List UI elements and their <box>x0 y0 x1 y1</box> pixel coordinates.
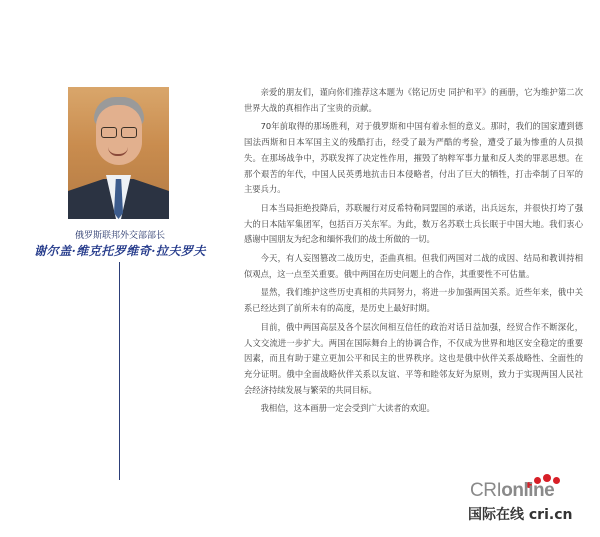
logo-chinese: 国际在线 <box>468 507 524 523</box>
logo-domain: cri.cn <box>528 507 573 523</box>
letter-body <box>244 85 583 420</box>
logo-caption <box>468 504 572 524</box>
letter-paragraph-6: 目前，俄中两国高层及各个层次间相互信任的政治对话日益加强，经贸合作不断深化，人文交流进一步扩大。两国在国际舞台上的协调合作，不仅成为世界和地区安全稳定的重要因素，而且有助于建立更加公平和民主的世界秩序。这也是俄中伙伴关系战略性、全面性的充分证明。俄中全面战略伙伴关系以友谊、平等和睦邻友好为原则，致力于实现两国人民社会经济持续发展与繁荣的共同目标。 <box>244 321 583 395</box>
author-name: 谢尔盖·维克托罗维奇·拉夫罗夫 <box>34 244 206 258</box>
logo-brand-suffix: online <box>501 480 555 501</box>
letter-paragraph-2: 70年前取得的那场胜利，对于俄罗斯和中国有着永恒的意义。那时，我们的国家遭到德国法西斯和日本军国主义的残酷打击，经受了最为严酷的考验，遭受了最为惨重的人员损失。在那场战争中，苏联发挥了决定性作用，摧毁了纳粹军事力量和反人类的罪恶思想。在那个艰苦的年代，中国人民英勇地抗击日本侵略者，付出了巨大的牺牲，打击牵制了日军的主要兵力。 <box>244 121 583 195</box>
letter-paragraph-4: 今天，有人妄图篡改二战历史，歪曲真相。但我们两国对二战的成因、结局和教训持相似观点，这一点至关重要。俄中两国在历史问题上的合作，其重要性不可估量。 <box>244 253 583 279</box>
portrait-glasses-right <box>121 127 137 138</box>
letter-paragraph-5: 显然，我们维护这些历史真相的共同努力，将进一步加强两国关系。近些年来，俄中关系已经达到了前所未有的高度，是历史上最好时期。 <box>244 287 583 314</box>
logo-wordmark <box>470 480 554 502</box>
letter-paragraph-3: 日本当局拒绝投降后，苏联履行对反希特勒同盟国的承诺，出兵远东，并很快打垮了强大的日本陆军集团军，包括百万关东军。为此，数万名苏联士兵长眠于中国大地。我们衷心感谢中国朋友为纪念和缅怀我们的战士所做的一切。 <box>244 202 583 245</box>
portrait-glasses-left <box>101 127 117 138</box>
portrait-photo <box>68 87 169 219</box>
letter-paragraph-7: 我相信，这本画册一定会受到广大读者的欢迎。 <box>260 403 435 414</box>
letter-paragraph-1: 亲爱的朋友们，谨向你们推荐这本题为《铭记历史 同护和平》的画册，它为维护第二次世界大战的真相作出了宝贵的贡献。 <box>244 87 583 113</box>
vertical-divider <box>119 262 120 480</box>
logo-brand-prefix: CRI <box>470 480 502 501</box>
cri-online-logo[interactable] <box>468 478 586 528</box>
author-role: 俄罗斯联邦外交部部长 <box>74 231 165 241</box>
